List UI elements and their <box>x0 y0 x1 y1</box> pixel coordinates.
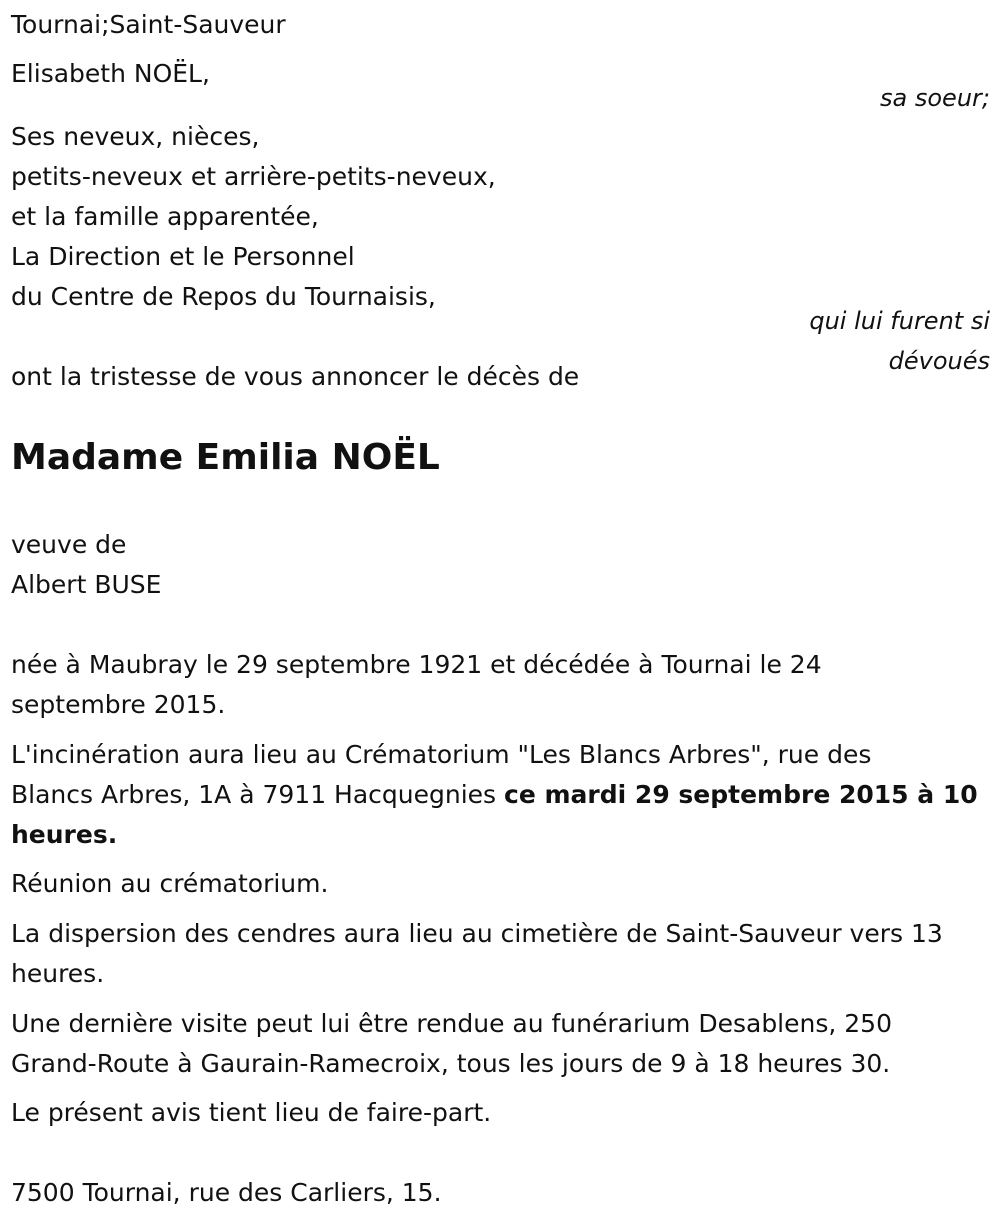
address: 7500 Tournai, rue des Carliers, 15. <box>11 1178 442 1207</box>
announcement: ont la tristesse de vous annoncer le décès de <box>11 362 580 391</box>
cremation-line: L'incinération aura lieu au Crématorium "Les Blancs Arbres", rue des <box>11 740 872 769</box>
cremation-time: heures. <box>11 820 118 849</box>
birth-death-line: née à Maubray le 29 septembre 1921 et décédée à Tournai le 24 <box>11 650 822 679</box>
dispersion-line: La dispersion des cendres aura lieu au cimetière de Saint-Sauveur vers 13 <box>11 919 943 948</box>
cremation-line <box>11 775 978 815</box>
dispersion-line: heures. <box>11 959 105 988</box>
devotion-note-line: dévoués <box>888 347 990 375</box>
place-header: Tournai;Saint-Sauveur <box>11 10 286 39</box>
meeting-note: Réunion au crématorium. <box>11 869 329 898</box>
family-line: petits-neveux et arrière-petits-neveux, <box>11 162 496 191</box>
visit-line: Une dernière visite peut lui être rendue au funérarium Desablens, 250 <box>11 1009 892 1038</box>
cremation-date: ce mardi 29 septembre 2015 à 10 <box>504 780 978 809</box>
visit-line: Grand-Route à Gaurain-Ramecroix, tous les jours de 9 à 18 heures 30. <box>11 1049 891 1078</box>
cremation-location: Blancs Arbres, 1A à 7911 Hacquegnies <box>11 780 505 809</box>
sister-name: Elisabeth NOËL, <box>11 59 210 88</box>
deceased-name: Madame Emilia NOËL <box>11 437 440 478</box>
devotion-note-line: qui lui furent si <box>809 307 990 335</box>
notice: Le présent avis tient lieu de faire-part. <box>11 1098 492 1127</box>
family-line: et la famille apparentée, <box>11 202 319 231</box>
sister-relation: sa soeur; <box>880 84 990 112</box>
family-line: Ses neveux, nièces, <box>11 122 260 151</box>
widow-of-label: veuve de <box>11 530 127 559</box>
birth-death-line: septembre 2015. <box>11 690 226 719</box>
family-line: La Direction et le Personnel <box>11 242 355 271</box>
spouse-name: Albert BUSE <box>11 570 162 599</box>
family-line: du Centre de Repos du Tournaisis, <box>11 282 436 311</box>
